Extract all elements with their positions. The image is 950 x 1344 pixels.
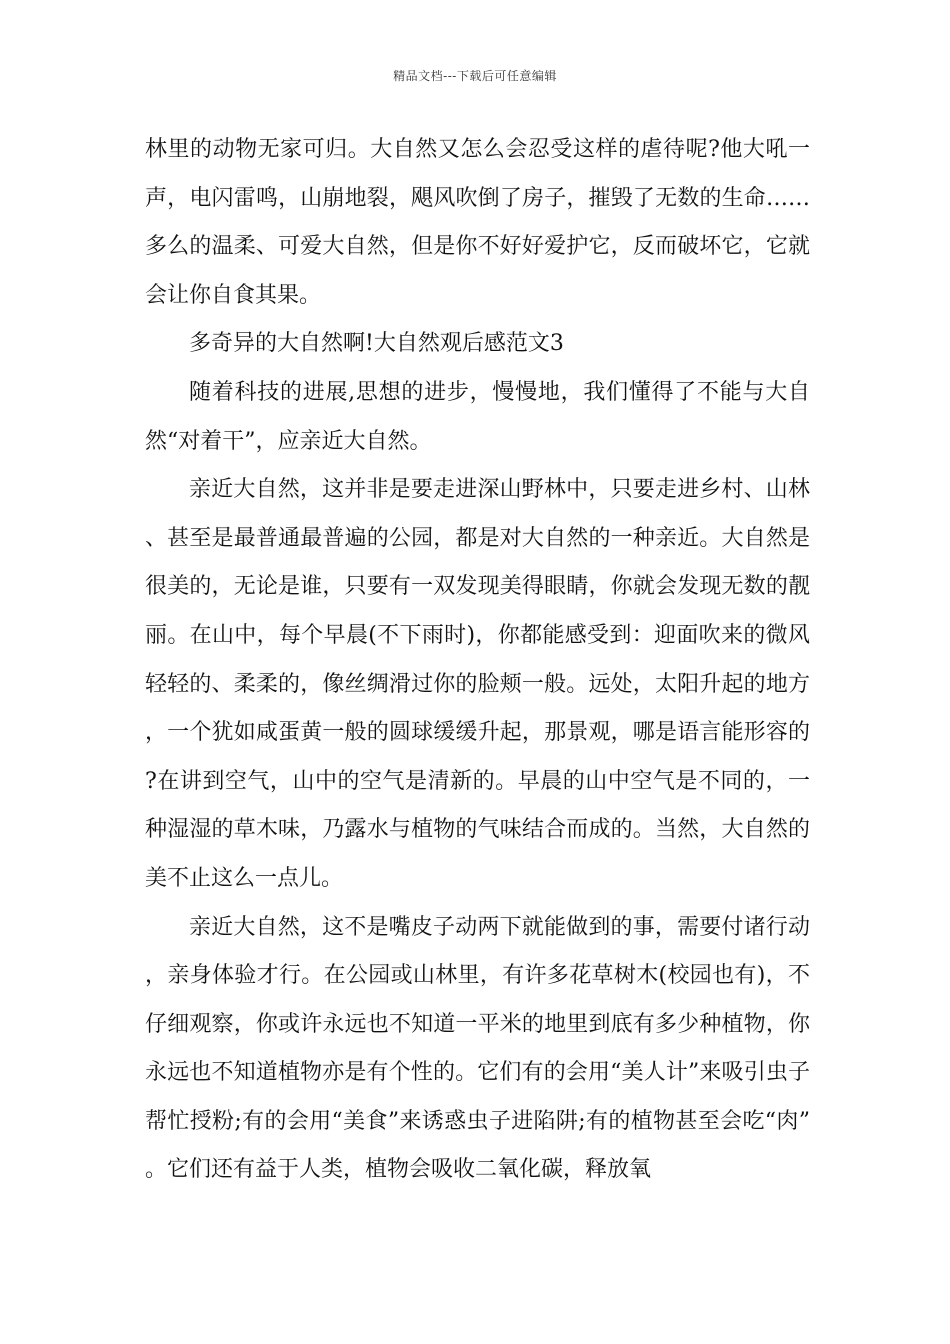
paragraph-continuation: 林里的动物无家可归。大自然又怎么会忍受这样的虐待呢?他大吼一声，电闪雷鸣，山崩地裂，飓风吹倒了房子，摧毁了无数的生命……多么的温柔、可爱大自然，但是你不好好爱护它，反而破坏它，它就会让你自食其果。 — [145, 137, 810, 308]
paragraph: 亲近大自然，这不是嘴皮子动两下就能做到的事，需要付诸行动，亲身体验才行。在公园或山林里，有许多花草树木(校园也有)，不仔细观察，你或许永远也不知道一平米的地里到底有多少种植物，你永远也不知道植物亦是有个性的。它们有的会用“美人计”来吸引虫子帮忙授粉;有的会用“美食”来诱惑虫子进陷阱;有的植物甚至会吃“肉”。它们还有益于人类，植物会吸收二氧化碳，释放氧 — [145, 914, 810, 1183]
document-body — [145, 126, 810, 1195]
paragraph: 亲近大自然，这并非是要走进深山野林中，只要走进乡村、山林、甚至是最普通最普遍的公园，都是对大自然的一种亲近。大自然是很美的，无论是谁，只要有一双发现美得眼睛，你就会发现无数的靓丽。在山中，每个早晨(不下雨时)，你都能感受到：迎面吹来的微风轻轻的、柔柔的，像丝绸滑过你的脸颊一般。远处，太阳升起的地方，一个犹如咸蛋黄一般的圆球缓缓升起，那景观，哪是语言能形容的?在讲到空气，山中的空气是清新的。早晨的山中空气是不同的，一种湿湿的草木味，乃露水与植物的气味结合而成的。当然，大自然的美不止这么一点儿。 — [145, 477, 810, 891]
section-heading: 多奇异的大自然啊!大自然观后感范文3 — [189, 331, 564, 357]
paragraph: 随着科技的进展,思想的进步，慢慢地，我们懂得了不能与大自然“对着干”，应亲近大自然。 — [145, 379, 810, 454]
page-header: 精品文档---下载后可任意编辑 — [393, 69, 557, 83]
